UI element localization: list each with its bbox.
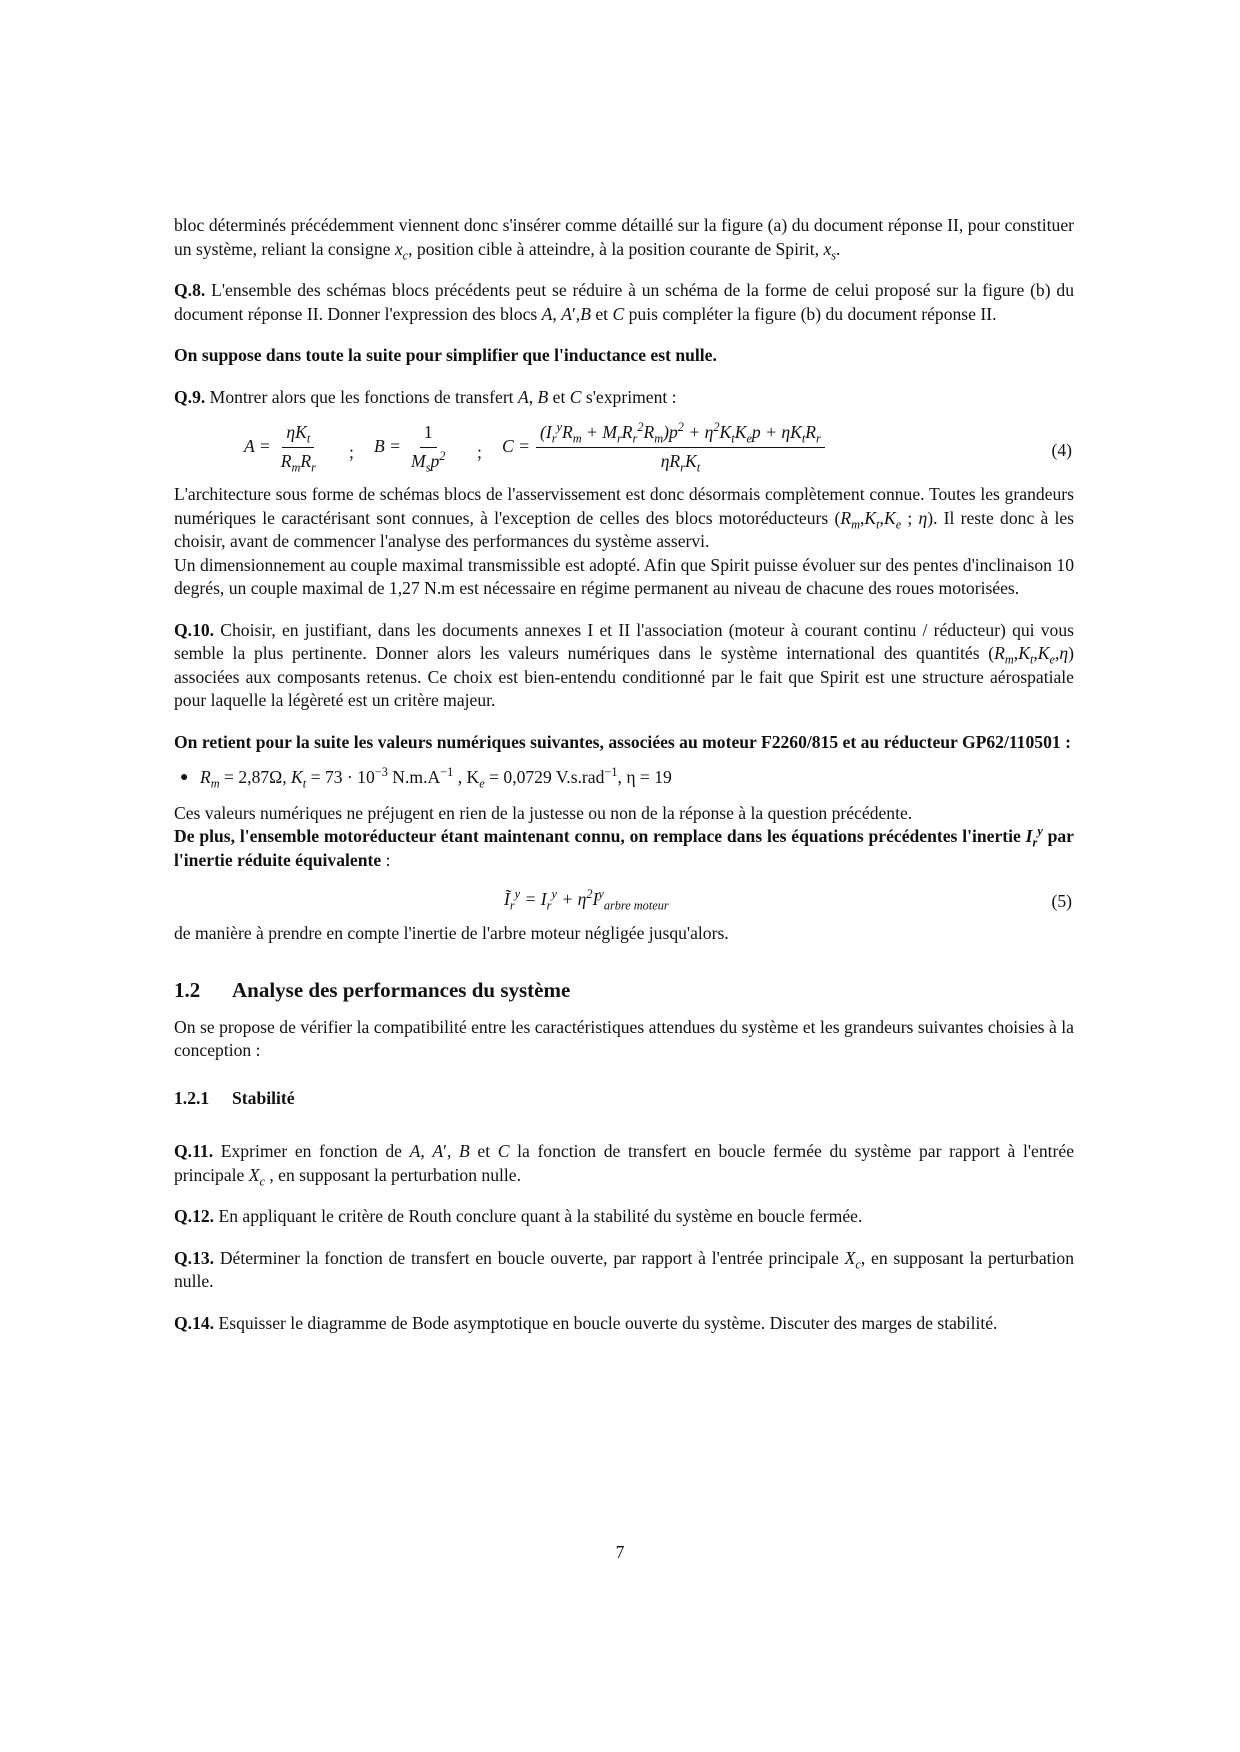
equation-number: (4): [1051, 440, 1072, 460]
section-heading: 1.2 Analyse des performances du système: [174, 977, 571, 1002]
intro-paragraph: bloc déterminés précédemment viennent donc s'insérer comme détaillé sur la figure (a) du document réponse II, pour constituer un système, reliant la consigne $x_c$, position cible à atteindre, à la position courante de Spirit, $x_s$.: [174, 215, 1074, 263]
equation-c: C = $\frac{(I_r^yR_m + M_rR_r^2R_m)p^2 + \eta^2K_tK_ep + \eta K_tR_r}{\eta R_rK_t}$: [502, 421, 825, 473]
question-label: Q.12.: [174, 1206, 215, 1226]
question-12: Q.12. En appliquant le critère de Routh conclure quant à la stabilité du système en boucle fermée.: [174, 1206, 863, 1226]
list-item: ● $R_m = 2,87\Omega$, $K_t = 73 \cdot 10^{-3}$ $N.m.A^{-1}$ , $K_e = 0,0729$ V.s.rad$^{-1}$, η = 19: [180, 765, 672, 791]
paragraph-section-intro: On se propose de vérifier la compatibilité entre les caractéristiques attendues du système et les grandeurs suivantes choisies à la conception :: [174, 1016, 1074, 1060]
question-label: Q.10.: [174, 619, 215, 640]
equation-4: A = $\frac{\eta K_t}{R_mR_r}$ ; B = $\frac{1}{M_sp^2}$ ; C = $\frac{(I_r^yR_m + M_rR_r^2R_m)p^2 + \eta^2K_tK_ep + \eta K_tR_r}{\eta R_rK_t}$ (4): [244, 420, 1072, 475]
subsection-heading: 1.2.1 Stabilité: [174, 1087, 295, 1108]
bold-note-inductance: On suppose dans toute la suite pour simplifier que l'inductance est nulle.: [174, 345, 717, 365]
question-label: Q.13.: [174, 1247, 215, 1268]
question-9: Q.9. Montrer alors que les fonctions de transfert A, B et C s'expriment :: [174, 386, 677, 407]
values-list: [174, 766, 1074, 790]
paragraph-values-note: Ces valeurs numériques ne préjugent en rien de la justesse ou non de la réponse à la question précédente.: [174, 802, 913, 823]
equation-a: A = $\frac{\eta K_t}{R_mR_r}$: [244, 422, 316, 475]
equation-b: B = $\frac{1}{M_sp^2}$: [374, 422, 446, 475]
document-page: [174, 214, 1074, 1335]
question-8: Q.8. L'ensemble des schémas blocs précédents peut se réduire à un schéma de la forme de celui proposé sur la figure (b) du document réponse II. Donner l'expression des blocs A, A′,B et C puis compléter la figure (b) du document réponse II.: [174, 280, 1074, 324]
question-label: Q.11.: [174, 1141, 214, 1161]
question-label: Q.14.: [174, 1312, 215, 1333]
question-11: Q.11. Exprimer en fonction de A, A′, B et C la fonction de transfert en boucle fermée du système par rapport à l'entrée principale $X_c$ , en supposant la perturbation nulle.: [174, 1141, 1075, 1189]
paragraph-after-eq5: de manière à prendre en compte l'inertie de l'arbre moteur négligée jusqu'alors.: [174, 923, 729, 943]
question-10: Q.10. Choisir, en justifiant, dans les documents annexes I et II l'association (moteur à courant continu / réducteur) qui vous semble la plus pertinente. Donner alors les valeurs numériques dans le système international des quantités $(R_m,K_t,K_e,\eta)$ associées aux composants retenus. Ce choix est bien-entendu conditionné par le fait que Spirit est une structure aérospatiale pour laquelle la légèreté est un critère majeur.: [174, 619, 1074, 710]
question-13: Q.13. Déterminer la fonction de transfert en boucle ouverte, par rapport à l'entrée principale $X_c$, en supposant la perturbation nulle.: [174, 1247, 1075, 1291]
question-label: Q.9.: [174, 386, 206, 407]
question-label: Q.8.: [174, 280, 206, 300]
bold-note-inertia: De plus, l'ensemble motoréducteur étant maintenant connu, on remplace dans les équations précédentes l'inertie $I_r^y$ par l'inertie réduite équivalente :: [174, 824, 1074, 870]
equation-5: $Ĩ_r^y = I_r^y + \eta^2I^y_{arbre moteur}$ (5): [504, 887, 1072, 913]
paragraph-architecture: L'architecture sous forme de schémas blocs de l'asservissement est donc désormais complètement connue. Toutes les grandeurs numériques le caractérisant sont connues, à l'exception de celles des blocs motoréducteurs ($R_m,K_t,K_e$ ; η). Il reste donc à les choisir, avant de commencer l'analyse des performances du système asservi.: [174, 484, 1075, 551]
paragraph-dimensioning: Un dimensionnement au couple maximal transmissible est adopté. Afin que Spirit puisse évoluer sur des pentes d'inclinaison 10 degrés, un couple maximal de 1,27 N.m est nécessaire en régime permanent au niveau de chacune des roues motorisées.: [174, 554, 1074, 598]
bold-note-values: On retient pour la suite les valeurs numériques suivantes, associées au moteur F2260/815 et au réducteur GP62/110501 :: [174, 731, 1071, 752]
question-14: Q.14. Esquisser le diagramme de Bode asymptotique en boucle ouverte du système. Discuter des marges de stabilité.: [174, 1312, 998, 1333]
equation-number: (5): [1051, 891, 1072, 911]
page-number: 7: [615, 1542, 625, 1562]
